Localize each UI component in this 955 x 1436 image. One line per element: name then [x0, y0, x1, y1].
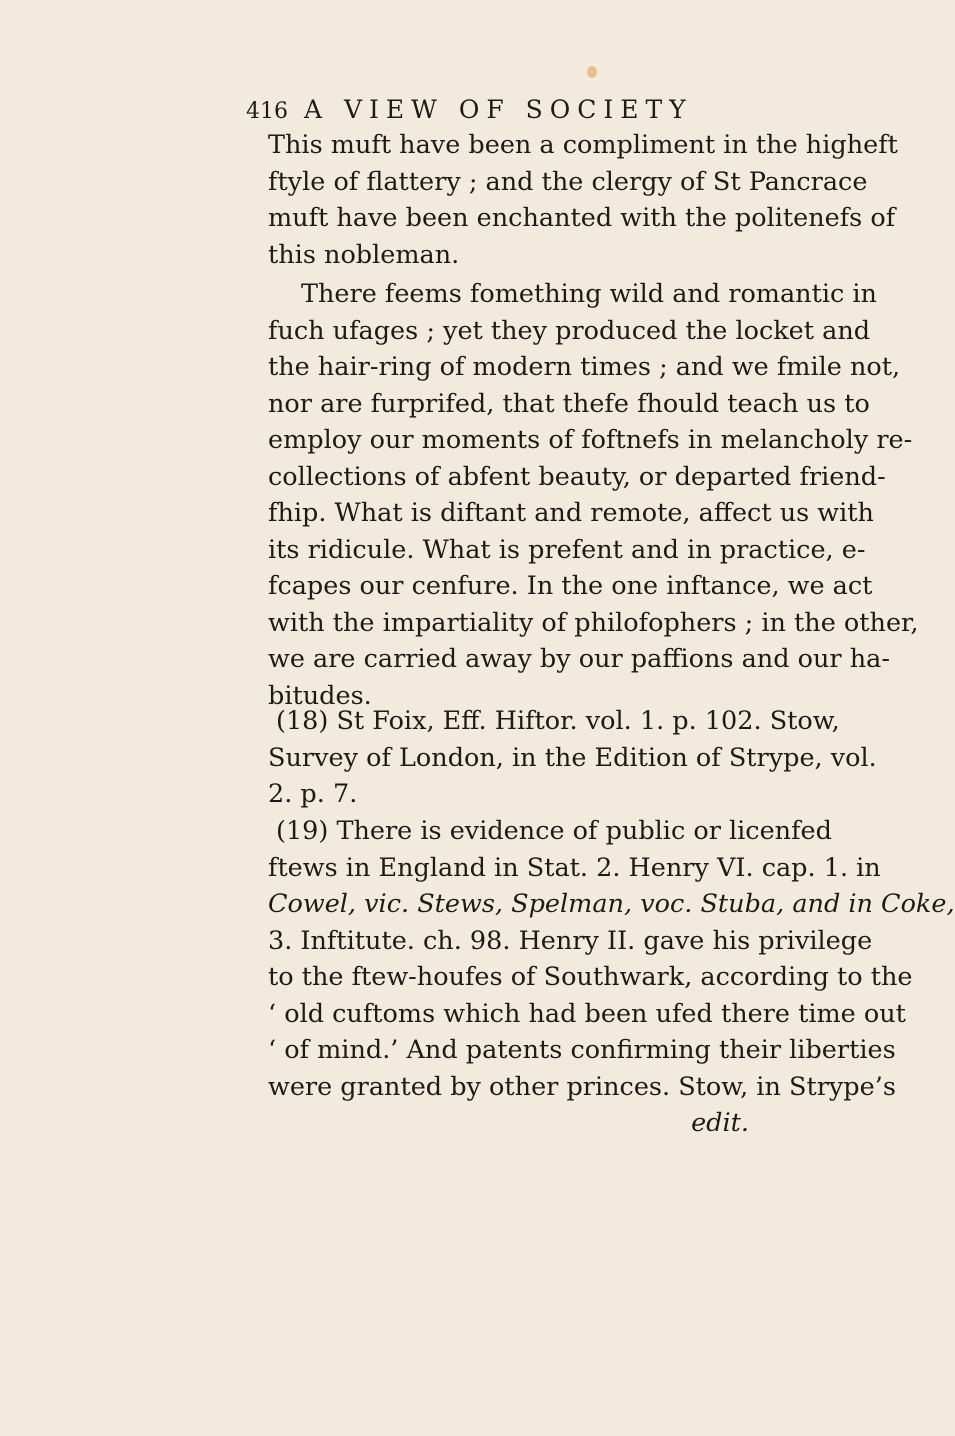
paragraph-usages [268, 276, 919, 714]
text-line: nor are furprifed, that thefe fhould teach us to [268, 388, 870, 419]
page-number: 416 [246, 99, 288, 124]
text-line: (18) St Foix, Eff. Hiftor. vol. 1. p. 102. Stow, [276, 706, 840, 736]
text-line: fhip. What is diftant and remote, affect us with [268, 498, 874, 528]
text-line: fcapes our cenfure. In the one inftance, we act [268, 571, 873, 601]
text-line: the hair-ring of modern times ; and we fmile not, [268, 352, 901, 382]
text-line: 2. p. 7. [268, 779, 358, 809]
text-line: we are carried away by our paffions and our ha- [268, 644, 890, 674]
text-line: its ridicule. What is prefent and in practice, e- [268, 534, 866, 565]
text-line: ftews in England in Stat. 2. Henry VI. cap. 1. in [268, 852, 881, 883]
ink-spot [587, 66, 597, 78]
running-title: A VIEW OF SOCIETY [304, 95, 693, 124]
text-line: fuch ufages ; yet they produced the locket and [268, 315, 871, 346]
text-line: (19) There is evidence of public or licenfed [276, 816, 832, 846]
text-line: employ our moments of foftnefs in melancholy re- [268, 425, 913, 455]
text-line: This muft have been a compliment in the higheft [268, 130, 898, 160]
text-line: bitudes. [268, 680, 372, 711]
text-line: There feems fomething wild and romantic in [301, 279, 877, 309]
footnote-18 [268, 703, 877, 813]
text-line: edit. [691, 1108, 749, 1138]
text-line: ftyle of flattery ; and the clergy of St Pancrace [268, 166, 868, 197]
text-line: ‘ of mind.’ And patents confirming their liberties [268, 1035, 896, 1065]
text-line: muft have been enchanted with the politenefs of [268, 203, 896, 233]
page-header [246, 95, 766, 124]
text-line: this nobleman. [268, 239, 460, 270]
text-line: were granted by other princes. Stow, in Strype’s [268, 1071, 896, 1102]
footnote-19 [268, 813, 955, 1142]
text-line: ‘ old cuftoms which had been ufed there time out [268, 998, 906, 1029]
text-line: Survey of London, in the Edition of Strype, vol. [268, 742, 877, 773]
text-line: Cowel, vic. Stews, Spelman, voc. Stuba, and in Coke, [268, 889, 955, 919]
text-line: with the impartiality of philofophers ; in the other, [268, 607, 919, 638]
text-line: collections of abfent beauty, or departed friend- [268, 461, 886, 492]
text-line: to the ftew-houfes of Southwark, according to the [268, 962, 913, 992]
text-line: 3. Inftitute. ch. 98. Henry II. gave his privilege [268, 925, 873, 956]
paragraph-compliment [268, 127, 898, 273]
